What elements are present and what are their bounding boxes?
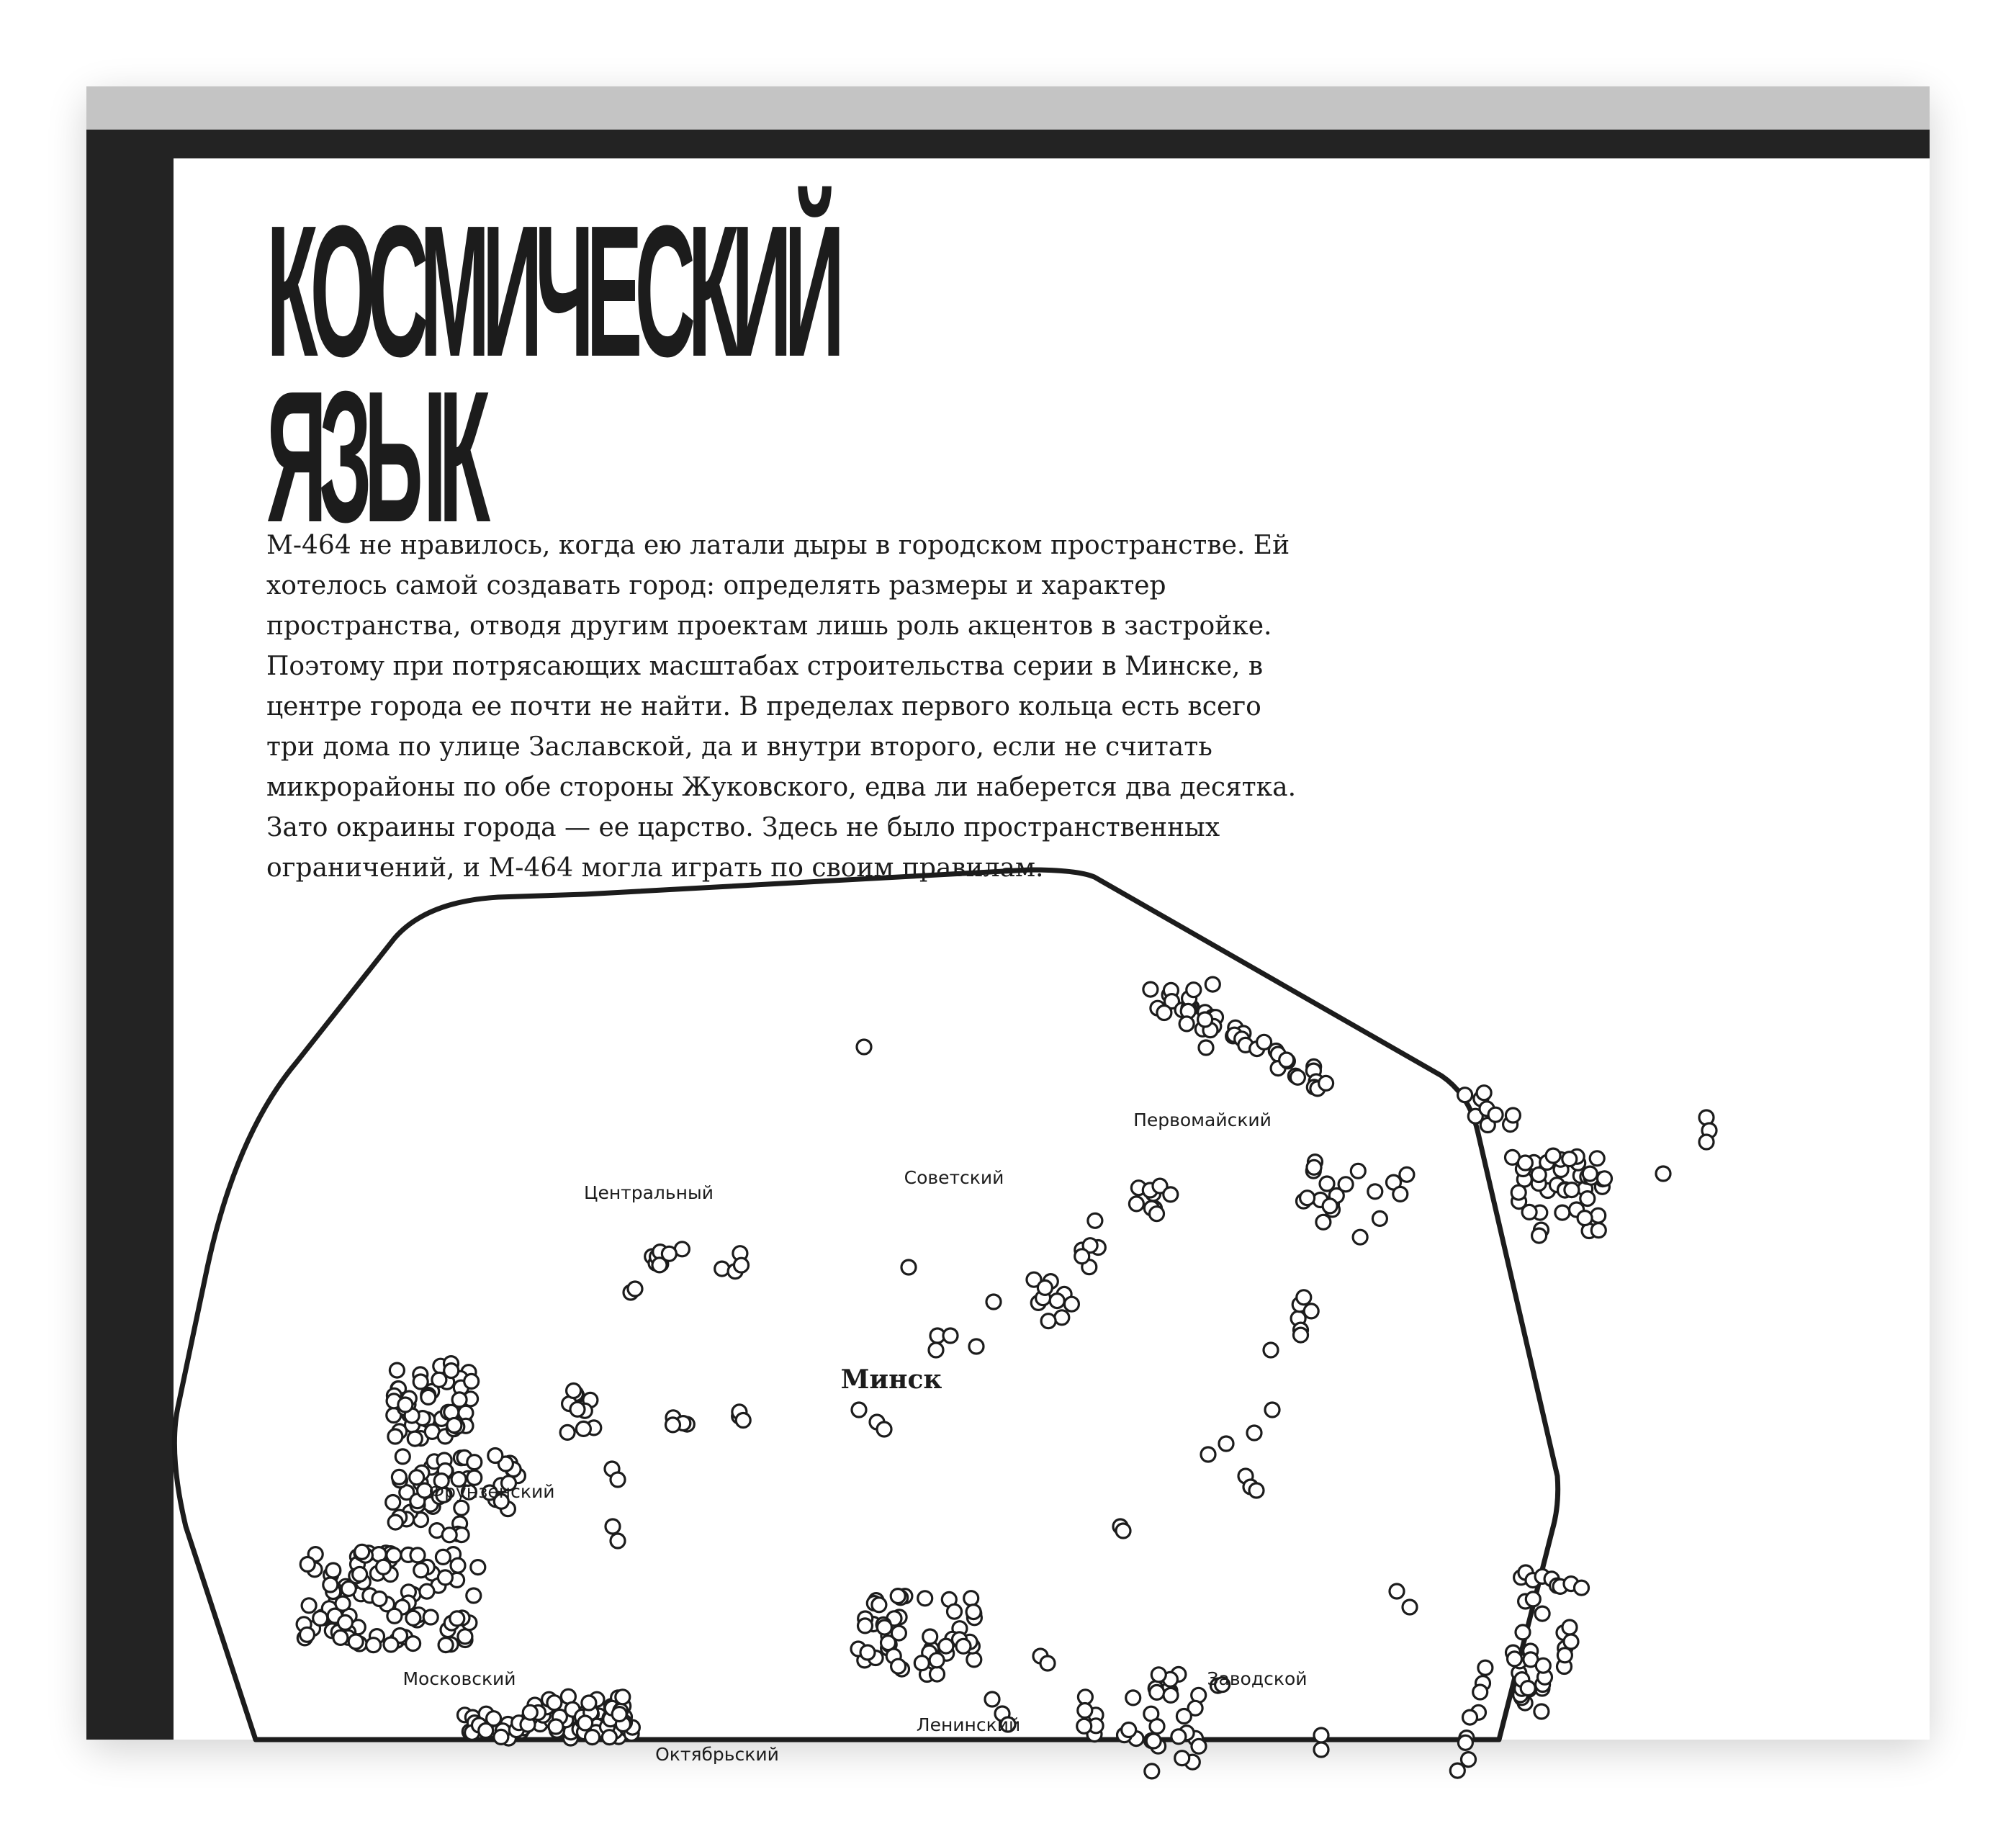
building-marker xyxy=(1578,1211,1592,1225)
building-marker xyxy=(967,1652,981,1667)
building-marker xyxy=(1320,1177,1334,1191)
building-marker xyxy=(1164,1688,1178,1702)
building-marker xyxy=(408,1431,422,1446)
building-marker xyxy=(1075,1249,1089,1264)
building-marker xyxy=(1546,1148,1560,1163)
building-marker xyxy=(1598,1171,1612,1186)
building-marker xyxy=(377,1560,391,1574)
building-marker xyxy=(1562,1152,1577,1166)
building-marker xyxy=(1372,1211,1387,1225)
building-marker xyxy=(891,1626,906,1640)
building-marker xyxy=(1187,983,1201,997)
building-marker xyxy=(432,1372,446,1387)
building-marker xyxy=(1145,1764,1159,1778)
building-marker xyxy=(578,1716,593,1730)
building-marker xyxy=(326,1563,341,1578)
building-marker xyxy=(877,1620,891,1634)
building-marker xyxy=(923,1629,937,1644)
building-marker xyxy=(715,1261,729,1276)
district-label-pervomaisky: Первомайский xyxy=(1133,1110,1272,1130)
window-chrome xyxy=(86,86,1930,130)
building-marker xyxy=(1390,1584,1404,1598)
building-marker xyxy=(1279,1053,1294,1067)
building-marker xyxy=(392,1470,406,1484)
building-marker xyxy=(1040,1656,1055,1670)
building-marker xyxy=(1458,1088,1472,1102)
building-marker xyxy=(570,1402,585,1416)
district-label-leninsky: Ленинский xyxy=(916,1714,1021,1735)
building-marker xyxy=(1249,1483,1264,1498)
building-marker xyxy=(1129,1197,1143,1211)
building-marker xyxy=(1521,1681,1535,1696)
building-marker xyxy=(1473,1685,1488,1699)
browser-window xyxy=(86,86,1930,1765)
building-marker xyxy=(943,1328,958,1343)
building-marker xyxy=(891,1659,906,1673)
building-marker xyxy=(1171,1730,1186,1744)
building-marker xyxy=(372,1592,387,1606)
building-marker xyxy=(1564,1634,1578,1649)
building-marker xyxy=(454,1501,469,1515)
building-marker xyxy=(395,1449,410,1464)
building-marker xyxy=(1146,1734,1161,1748)
building-marker xyxy=(1536,1658,1550,1673)
building-marker xyxy=(1314,1728,1328,1742)
district-label-sovetsky: Советский xyxy=(904,1167,1004,1188)
district-label-zavodskoy: Заводской xyxy=(1207,1668,1308,1689)
building-marker xyxy=(333,1630,348,1645)
building-marker xyxy=(1264,1343,1278,1357)
building-marker xyxy=(1064,1297,1079,1311)
building-marker xyxy=(436,1550,450,1564)
building-marker xyxy=(1164,1187,1178,1202)
building-marker xyxy=(1201,1447,1215,1462)
building-marker xyxy=(1575,1580,1589,1595)
building-marker xyxy=(1192,1739,1206,1753)
building-marker xyxy=(914,1656,929,1670)
building-marker xyxy=(1477,1086,1491,1100)
building-marker xyxy=(1151,1668,1166,1682)
building-marker xyxy=(413,1375,428,1389)
building-marker xyxy=(1532,1228,1547,1243)
building-marker xyxy=(602,1730,616,1745)
building-marker xyxy=(406,1637,420,1651)
building-marker xyxy=(1143,982,1158,997)
building-marker xyxy=(930,1653,944,1668)
district-label-tsentralny: Центральный xyxy=(584,1182,714,1203)
building-marker xyxy=(1403,1600,1417,1614)
building-marker xyxy=(458,1629,472,1644)
building-marker xyxy=(1150,1719,1164,1734)
building-marker xyxy=(1316,1215,1331,1229)
building-marker xyxy=(1506,1108,1520,1123)
building-marker xyxy=(387,1548,401,1562)
building-marker xyxy=(969,1339,984,1354)
building-marker xyxy=(494,1730,508,1744)
building-marker xyxy=(1307,1160,1321,1174)
building-marker xyxy=(966,1605,981,1619)
building-marker xyxy=(986,1295,1001,1309)
building-marker xyxy=(1590,1151,1604,1166)
building-marker xyxy=(1591,1208,1606,1223)
building-marker xyxy=(666,1418,680,1432)
building-marker xyxy=(611,1534,625,1548)
building-marker xyxy=(628,1282,642,1296)
building-marker xyxy=(420,1584,434,1598)
building-marker xyxy=(612,1707,626,1722)
building-marker xyxy=(388,1515,402,1529)
building-marker xyxy=(1565,1183,1579,1197)
building-marker xyxy=(858,1619,873,1633)
building-marker xyxy=(1580,1192,1595,1206)
building-marker xyxy=(447,1418,462,1433)
building-marker xyxy=(338,1615,353,1629)
building-marker xyxy=(1205,977,1220,991)
building-marker xyxy=(450,1611,464,1626)
building-marker xyxy=(1591,1223,1606,1238)
building-marker xyxy=(1323,1199,1337,1213)
building-marker xyxy=(567,1384,581,1398)
building-marker xyxy=(918,1591,932,1606)
building-marker xyxy=(471,1560,485,1575)
building-marker xyxy=(1518,1156,1532,1170)
building-marker xyxy=(1179,1017,1194,1031)
city-label: Минск xyxy=(840,1364,942,1395)
building-marker xyxy=(606,1519,620,1534)
article-body: М-464 не нравилось, когда ею латали дыры в городском пространстве. Ей хотелось самой создавать город: определять размеры и характер пространства, отводя другим проектам лишь роль акцентов в застройке. Поэтому при потрясающих масштабах строительства серии в Минске, в центре города ее почти не найти. В пределах первого кольца есть всего три дома по улице Заславской, да и внутри второго, если не считать микрорайоны по обе стороны Жуковского, едва ли наберется два десятка. Зато окраины города — ее царство. Здесь не было пространственных ограничений, и М-464 могла играть по своим правилам. xyxy=(266,531,1297,883)
building-marker xyxy=(300,1557,315,1572)
top-dark-bar xyxy=(86,130,1930,158)
building-marker xyxy=(442,1528,456,1542)
building-marker xyxy=(891,1589,905,1604)
building-marker xyxy=(1198,1012,1212,1027)
building-marker xyxy=(1265,1403,1279,1417)
building-marker xyxy=(1319,1076,1333,1090)
building-marker xyxy=(353,1567,367,1581)
building-marker xyxy=(1400,1167,1414,1182)
building-marker xyxy=(388,1429,402,1444)
building-marker xyxy=(616,1690,630,1704)
building-marker xyxy=(348,1634,363,1649)
building-marker xyxy=(1297,1290,1311,1305)
building-marker xyxy=(929,1343,943,1357)
building-marker xyxy=(1699,1135,1714,1149)
building-marker xyxy=(582,1696,596,1710)
building-marker xyxy=(300,1627,315,1642)
building-marker xyxy=(901,1260,916,1274)
building-marker xyxy=(1055,1310,1069,1325)
title-line-1: КОСМИЧЕСКИЙ xyxy=(266,187,837,396)
building-marker xyxy=(421,1390,436,1404)
building-marker xyxy=(1078,1704,1092,1718)
building-marker xyxy=(386,1496,400,1510)
building-marker xyxy=(1353,1230,1367,1244)
building-marker xyxy=(1300,1191,1315,1205)
building-marker xyxy=(410,1548,425,1562)
building-marker xyxy=(355,1544,369,1559)
building-marker xyxy=(451,1558,465,1573)
building-marker xyxy=(467,1588,481,1603)
building-marker xyxy=(1656,1166,1670,1181)
building-marker xyxy=(1583,1166,1597,1181)
building-marker xyxy=(423,1610,438,1624)
building-marker xyxy=(414,1563,428,1578)
building-marker xyxy=(1508,1652,1522,1666)
building-marker xyxy=(1078,1690,1092,1704)
building-marker xyxy=(948,1604,962,1619)
building-marker xyxy=(930,1667,945,1681)
building-marker xyxy=(452,1393,467,1407)
left-dark-bar xyxy=(86,130,174,1740)
building-marker xyxy=(1534,1704,1549,1719)
building-marker xyxy=(1304,1304,1318,1318)
building-marker xyxy=(467,1455,482,1470)
building-marker xyxy=(384,1637,398,1652)
building-marker xyxy=(1175,1751,1189,1766)
page-content xyxy=(174,158,1930,1765)
building-marker xyxy=(736,1413,750,1428)
building-marker xyxy=(1478,1660,1493,1675)
building-marker xyxy=(1351,1164,1365,1178)
building-marker xyxy=(398,1398,413,1412)
building-marker xyxy=(1294,1328,1308,1342)
article-title xyxy=(266,187,837,562)
building-marker xyxy=(860,1645,875,1660)
building-marker xyxy=(1531,1168,1546,1182)
building-marker xyxy=(1535,1606,1549,1621)
building-marker xyxy=(560,1425,575,1439)
building-marker xyxy=(387,1609,402,1623)
district-label-frunzensky: Фрунзенский xyxy=(428,1481,555,1502)
building-marker xyxy=(1038,1280,1052,1295)
title-line-2: ЯЗЫК xyxy=(266,353,483,562)
district-label-moskovsky: Московский xyxy=(402,1668,516,1689)
building-marker xyxy=(549,1719,563,1734)
building-marker xyxy=(488,1449,503,1463)
building-marker xyxy=(1393,1187,1408,1201)
building-marker xyxy=(366,1638,381,1652)
building-marker xyxy=(872,1598,886,1612)
building-marker xyxy=(1157,1006,1171,1020)
district-label-oktyabrsky: Октябрьский xyxy=(655,1744,779,1765)
building-marker xyxy=(1150,1685,1164,1699)
building-marker xyxy=(1290,1070,1305,1084)
building-marker xyxy=(1458,1735,1472,1750)
building-marker xyxy=(1314,1742,1328,1757)
building-marker xyxy=(877,1422,891,1436)
building-marker xyxy=(1041,1314,1056,1328)
building-marker xyxy=(1557,1648,1572,1663)
building-marker xyxy=(1088,1213,1102,1228)
building-marker xyxy=(1247,1426,1261,1440)
building-marker xyxy=(1462,1753,1476,1767)
building-marker xyxy=(1450,1763,1464,1778)
building-marker xyxy=(1368,1184,1382,1199)
building-marker xyxy=(1511,1185,1526,1200)
building-marker xyxy=(1116,1524,1130,1538)
building-marker xyxy=(1176,1709,1191,1724)
building-marker xyxy=(1199,1040,1213,1055)
building-marker xyxy=(1219,1436,1233,1451)
building-marker xyxy=(547,1696,562,1710)
building-marker xyxy=(1526,1592,1540,1606)
building-marker xyxy=(464,1374,479,1388)
building-marker xyxy=(523,1705,537,1719)
building-marker xyxy=(323,1578,338,1592)
building-marker xyxy=(313,1611,328,1626)
building-marker xyxy=(956,1639,971,1653)
building-marker xyxy=(1122,1723,1136,1737)
building-marker xyxy=(1150,1207,1164,1221)
building-marker xyxy=(1126,1691,1140,1705)
building-marker xyxy=(1522,1205,1536,1219)
building-marker xyxy=(662,1246,676,1261)
building-marker xyxy=(939,1639,953,1653)
building-marker xyxy=(734,1258,749,1272)
building-marker xyxy=(852,1403,866,1417)
building-marker xyxy=(1488,1107,1503,1122)
building-marker xyxy=(585,1730,600,1745)
building-marker xyxy=(438,1638,453,1652)
building-marker xyxy=(576,1421,590,1436)
building-marker xyxy=(410,1470,424,1485)
building-marker xyxy=(390,1363,404,1377)
building-marker xyxy=(964,1591,978,1606)
building-marker xyxy=(1463,1710,1477,1724)
building-marker xyxy=(857,1040,871,1054)
building-markers xyxy=(297,977,1716,1778)
building-marker xyxy=(1562,1620,1577,1634)
building-marker xyxy=(479,1724,493,1738)
building-marker xyxy=(406,1611,420,1625)
building-marker xyxy=(611,1472,625,1487)
building-marker xyxy=(1077,1719,1092,1733)
building-marker xyxy=(438,1570,452,1585)
building-marker xyxy=(1050,1294,1064,1308)
building-marker xyxy=(302,1598,316,1613)
building-marker xyxy=(985,1692,999,1706)
building-marker xyxy=(1516,1625,1530,1640)
building-marker xyxy=(1555,1205,1570,1220)
